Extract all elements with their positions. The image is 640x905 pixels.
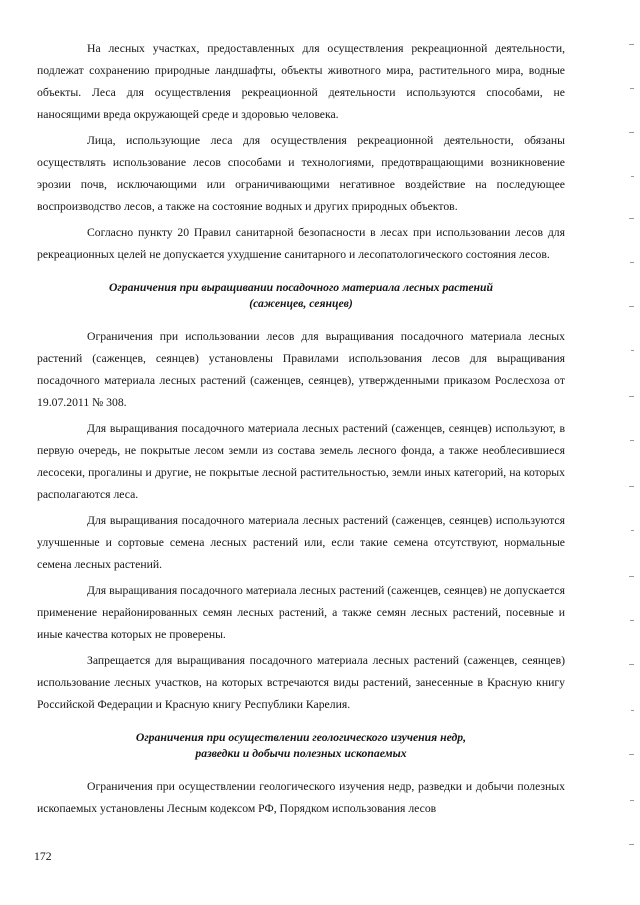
paragraph: Ограничения при осуществлении геологического изучения недр, разведки и добычи полезных ископаемых установлены Лесным кодексом РФ, Порядком использования лесов (37, 780, 565, 815)
paragraph: Для выращивания посадочного материала лесных растений (саженцев, сеянцев) используют, в первую очередь, не покрытые лесом земли из состава земель лесного фонда, а также необлесившиеся лесосеки, прогалины и другие, не покрытые лесной растительностью, земли иных категорий, на которых располагаются леса. (37, 422, 565, 501)
scan-mark (631, 530, 634, 531)
section-heading-line: Ограничения при осуществлении геологического изучения недр, (135, 731, 467, 744)
paragraph: Ограничения при использовании лесов для выращивания посадочного материала лесных растений (саженцев, сеянцев) установлены Правилами использования лесов для выращивания посадочного материала лесных растений (саженцев, сеянцев), утвержденными приказом Рослесхоза от 19.07.2011 № 308. (37, 330, 565, 409)
scan-mark (629, 44, 634, 45)
scan-margin-marks (616, 0, 640, 905)
section-heading-geology (37, 730, 565, 762)
scan-mark (630, 440, 634, 441)
scan-mark (631, 176, 634, 177)
scan-mark (630, 620, 634, 621)
section-heading-planting-material (37, 280, 565, 312)
scan-mark (629, 306, 634, 307)
scan-mark (629, 132, 634, 133)
scan-mark (629, 218, 634, 219)
paragraph: Для выращивания посадочного материала лесных растений (саженцев, сеянцев) используются улучшенные и сортовые семена лесных растений или, если такие семена отсутствуют, нормальные семена лесных растений. (37, 514, 565, 571)
scan-mark (629, 844, 634, 845)
page-number: 172 (34, 850, 52, 863)
paragraph: Согласно пункту 20 Правил санитарной безопасности в лесах при использовании лесов для рекреационных целей не допускается ухудшение санитарного и лесопатологического состояния лесов. (37, 226, 565, 261)
scan-mark (629, 486, 634, 487)
paragraph: Для выращивания посадочного материала лесных растений (саженцев, сеянцев) не допускается применение нерайонированных семян лесных растений, а также семян лесных растений, посевные и иные качества которых не проверены. (37, 584, 565, 641)
scan-mark (629, 664, 634, 665)
paragraph: Лица, использующие леса для осуществления рекреационной деятельности, обязаны осуществлять использование лесов способами и технологиями, предотвращающими возникновение эрозии почв, исключающими или ограничивающими негативное воздействие на последующее воспроизводство лесов, а также на состояние водных и других природных объектов. (37, 134, 565, 213)
paragraph: Запрещается для выращивания посадочного материала лесных растений (саженцев, сеянцев) использование лесных участков, на которых встречаются виды растений, занесенные в Красную книгу Российской Федерации и Красную книгу Республики Карелия. (37, 654, 565, 711)
document-body (37, 38, 565, 823)
scan-mark (630, 88, 634, 89)
section-heading-line: (саженцев, сеянцев) (249, 297, 353, 310)
section-heading-line: разведки и добычи полезных ископаемых (195, 747, 407, 760)
scan-mark (630, 262, 634, 263)
section-heading-line: Ограничения при выращивании посадочного материала лесных растений (108, 281, 494, 294)
scan-mark (631, 350, 634, 351)
scan-mark (631, 710, 634, 711)
paragraph: На лесных участках, предоставленных для осуществления рекреационной деятельности, подлежат сохранению природные ландшафты, объекты животного мира, растительного мира, водные объекты. Леса для осуществления рекреационной деятельности используются способами, не наносящими вреда окружающей среде и здоровью человека. (37, 42, 565, 121)
scan-mark (629, 396, 634, 397)
scan-mark (629, 576, 634, 577)
scan-mark (629, 754, 634, 755)
scan-mark (630, 800, 634, 801)
